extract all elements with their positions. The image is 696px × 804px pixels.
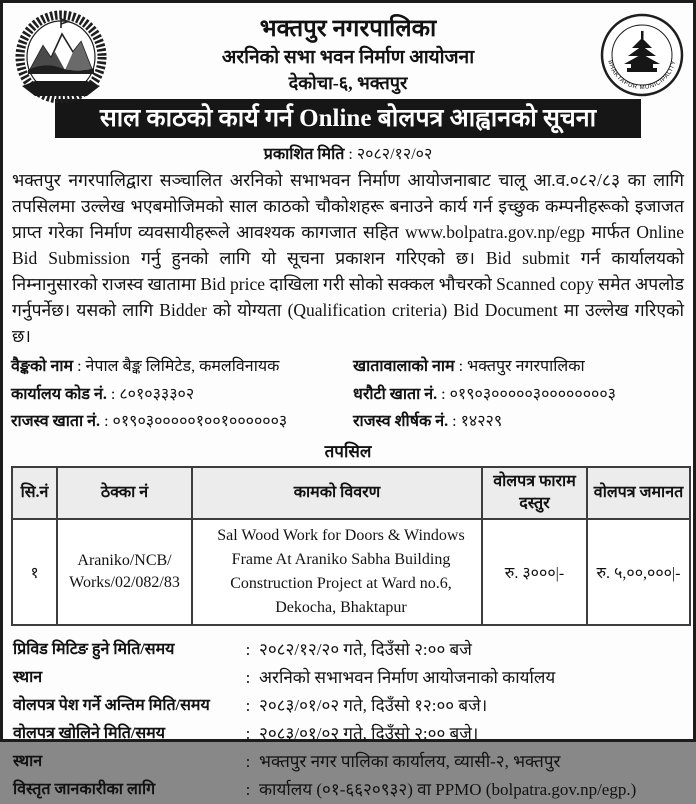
revenue-heading-row — [353, 408, 685, 436]
prebid-location-value: अरनिको सभाभवन निर्माण आयोजनाको कार्यालय — [259, 667, 556, 687]
colon: : — [458, 358, 464, 375]
more-info-value: कार्यालय (०१-६६२०९३२) वा PPMO (bolpatra.gov.np/egp.) — [259, 779, 637, 799]
cell-bid-security: रु. ५,००,०००|- — [587, 519, 690, 625]
notice-title-banner: साल काठको कार्य गर्न Online बोलपत्र आह्वानको सूचना — [55, 99, 641, 138]
seal-ring-text: BHAKTAPUR MUNICIPALITY — [606, 59, 678, 92]
colon: : — [348, 146, 353, 163]
deposit-account-label: धरौटी खाता नं. — [353, 385, 438, 403]
bank-name-value: नेपाल बैङ्क लिमिटेड, कमलविनायक — [85, 358, 280, 375]
colon: : — [245, 779, 251, 799]
header-bid-security: वोलपत्र जमानत — [587, 467, 690, 519]
bhaktapur-municipality-seal-icon — [599, 11, 685, 104]
opening-location-label: स्थान — [13, 752, 43, 770]
bank-name-row — [11, 353, 353, 381]
colon: : — [245, 723, 251, 743]
bank-details — [11, 353, 685, 436]
revenue-heading-label: राजस्व शीर्षक नं. — [353, 413, 449, 430]
prebid-location-label: स्थान — [13, 668, 43, 686]
table-title: तपसिल — [324, 441, 372, 461]
bank-details-left-column — [11, 353, 353, 436]
published-date-line — [11, 142, 685, 164]
deposit-account-row — [353, 381, 685, 409]
cell-bid-form-fee: रु. ३०००|- — [482, 519, 587, 625]
bid-opening-row — [13, 720, 685, 748]
colon: : — [245, 751, 251, 771]
document-header — [11, 8, 685, 96]
table-header-row — [12, 467, 690, 519]
bid-opening-label: वोलपत्र खोलिने मिति/समय — [13, 724, 165, 742]
notice-body-paragraph: भक्तपुर नगरपालिद्वारा सञ्चालित अरनिको सभाभवन निर्माण आयोजनाबाट चालू आ.व.०८२/८३ का लागि तपसिलमा उल्लेख भएबमोजिमको साल काठको चौकोशहरू बनाउने कार्य गर्न इच्छुक कम्पनीहरूको इजाजत प्राप्त गरेका निर्माण व्यवसायीहरूले आवश्यक कागजात सहित www.bolpatra.gov.np/egp मार्फत Online Bid Submission गर्नु हुनको लागि यो सूचना प्रकाशन गरिएको छ। Bid submit गर्न कार्यालयको निम्नानुसारको राजस्व खातामा Bid price दाखिला गरी सोको सक्कल भौचरको Scanned copy समेत अपलोड गर्नुपर्नेछ। यसको लागि Bidder को योग्यता (Qualification criteria) Bid Document मा उल्लेख गरिएको छ। — [12, 170, 684, 346]
address-line: देकोचा-६, भक्तपुर — [288, 73, 408, 93]
account-holder-label: खातावालाको नाम — [353, 358, 455, 375]
header-bid-form-fee: वोलपत्र फाराम दस्तुर — [482, 467, 587, 519]
header-sn: सि.नं — [12, 467, 57, 519]
colon: : — [245, 667, 251, 687]
project-name: अरनिको सभा भवन निर्माण आयोजना — [221, 47, 475, 68]
prebid-meeting-value: २०८२/१२/२० गते, दिउँसो २:०० बजे — [259, 639, 472, 659]
published-date-value: २०८२/१२/०२ — [356, 146, 433, 163]
colon: : — [441, 385, 446, 403]
prebid-location-row — [13, 664, 685, 692]
colon: : — [452, 413, 457, 430]
revenue-heading-value: १४२२९ — [460, 413, 503, 430]
header-titles — [11, 8, 685, 96]
nepal-coat-of-arms-icon — [15, 10, 107, 115]
opening-location-value: भक्तपुर नगर पालिका कार्यालय, व्यासी-२, भक्तपुर — [259, 751, 561, 771]
more-info-label: विस्तृत जानकारीका लागि — [13, 780, 156, 798]
colon: : — [77, 358, 82, 375]
cell-work-description: Sal Wood Work for Doors & Windows Frame At Araniko Sabha Building Construction Project at Ward no.6, Dekocha, Bhaktapur — [192, 519, 482, 625]
bid-submission-deadline-value: २०८३/०१/०२ गते, दिउँसो १२:०० बजे। — [259, 695, 488, 715]
colon: : — [110, 385, 116, 403]
municipality-name: भक्तपुर नगरपालिका — [259, 16, 437, 42]
cell-sn: १ — [12, 519, 57, 625]
prebid-meeting-row — [13, 636, 685, 664]
opening-location-row — [13, 748, 685, 776]
bank-name-label: वैङ्कको नाम — [11, 358, 74, 375]
table-row — [12, 519, 690, 625]
revenue-account-label: राजस्व खाता नं. — [11, 413, 101, 430]
colon: : — [104, 413, 109, 430]
contract-no-line2: Works/02/082/83 — [69, 573, 180, 591]
bank-details-right-column — [353, 353, 685, 436]
bid-submission-deadline-row — [13, 692, 685, 720]
revenue-account-row — [11, 408, 353, 436]
cell-contract-no — [57, 519, 192, 625]
bid-submission-deadline-label: वोलपत्र पेश गर्ने अन्तिम मिति/समय — [13, 696, 210, 714]
account-holder-row — [353, 353, 685, 381]
more-info-row — [13, 776, 685, 804]
bid-opening-value: २०८३/०१/०२ गते, दिउँसो २:०० बजे। — [259, 723, 479, 743]
prebid-meeting-label: प्रिविड मिटिङ हुने मिति/समय — [13, 640, 175, 658]
office-code-row — [11, 381, 353, 409]
office-code-value: ८०१०३३३०२ — [119, 385, 195, 403]
office-code-label: कार्यालय कोड नं. — [11, 385, 107, 403]
colon: : — [245, 695, 251, 715]
header-contract-no: ठेक्का नं — [57, 467, 192, 519]
account-holder-value: भक्तपुर नगरपालिका — [467, 358, 585, 375]
contract-no-line1: Araniko/NCB/ — [77, 551, 172, 569]
deposit-account-value: ०१९०३०००००३००००००००३ — [449, 385, 616, 403]
revenue-account-value: ०१९०३०००००१००१००००००३ — [112, 413, 288, 430]
colon: : — [245, 639, 251, 659]
header-work-description: कामको विवरण — [192, 467, 482, 519]
tender-table — [11, 466, 691, 626]
schedule-section — [11, 636, 685, 804]
published-date-label: प्रकाशित मिति — [263, 146, 345, 163]
